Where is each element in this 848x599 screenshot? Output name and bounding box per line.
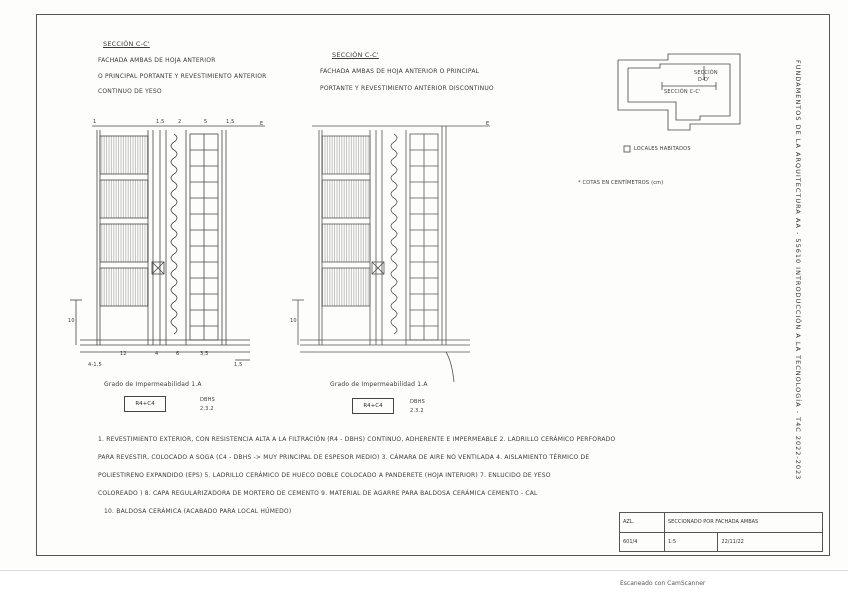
plan-label-dd: D-D' [698, 77, 710, 83]
right-ref2: 2.3.2 [410, 408, 424, 414]
left-wall-section [70, 126, 265, 360]
left-dim-side: 10 [68, 318, 75, 324]
left-dim-top-3: 2 [178, 119, 182, 125]
plan-label-cc: SECCIÓN C-C' [664, 89, 701, 95]
legend-line-5: 10. BALDOSA CERÁMICA (ACABADO PARA LOCAL HÚMEDO) [104, 508, 292, 515]
legend-line-2: PARA REVESTIR, COLOCADO A SOGA (C4 - DBHS -> MUY PRINCIPAL DE ESPESOR MEDIO) 3. CÁMARA DE AIRE NO VENTILADA 4. AISLAMIENTO TÉRMICO DE [98, 454, 590, 461]
note-dims: * COTAS EN CENTÍMETROS (cm) [578, 180, 664, 186]
left-caption: Grado de Impermeabilidad 1.A [104, 381, 202, 388]
left-formula-box [124, 396, 166, 412]
tb-code: AZL. [620, 513, 665, 533]
plan-legend: LOCALES HABITADOS [634, 146, 691, 152]
plan-label-section: SECCIÓN [694, 70, 718, 76]
right-section-line1: FACHADA AMBAS DE HOJA ANTERIOR O PRINCIPAL [320, 68, 480, 75]
left-section-title: SECCIÓN C-C' [103, 40, 150, 48]
left-ref2: 2.3.2 [200, 406, 214, 412]
vertical-title-strip [790, 60, 806, 520]
right-section-title: SECCIÓN C-C' [332, 51, 379, 59]
left-dim-top-2: 1,5 [156, 119, 165, 125]
right-formula-box [352, 398, 394, 414]
vertical-title: FUNDAMENTOS DE LA ARQUITECTURA AA - 55610 INTRODUCCIÓN A LA TECNOLOGÍA - T4C 2022-2023 [794, 60, 802, 481]
right-caption: Grado de Impermeabilidad 1.A [330, 381, 428, 388]
right-dim-side: 10 [290, 318, 297, 324]
tb-description: SECCIONADO POR FACHADA AMBAS [665, 513, 823, 533]
right-section-line2: PORTANTE Y REVESTIMIENTO ANTERIOR DISCONTINUO [320, 85, 494, 92]
left-dim-top-1: 1 [93, 119, 97, 125]
left-dim-bottom-1: 4-1,5 [88, 362, 102, 368]
title-block [619, 512, 823, 552]
tb-date: 22/11/22 [718, 532, 823, 552]
right-wall-section [292, 126, 490, 382]
left-section-line3: CONTINUO DE YESO [98, 88, 162, 95]
legend-line-1: 1. REVESTIMIENTO EXTERIOR, CON RESISTENCIA ALTA A LA FILTRACIÓN (R4 - DBHS) CONTINUO, ADHERENTE E IMPERMEABLE 2. LADRILLO CERÁMICO PERFORADO [98, 436, 616, 443]
scanner-watermark: Escaneado con CamScanner [620, 580, 706, 587]
scan-edge [0, 570, 848, 571]
left-dim-top-5: 1,5 [226, 119, 235, 125]
location-plan [618, 54, 740, 152]
left-dim-bottom-6: 1,5 [234, 362, 243, 368]
right-arrow-label: E [486, 121, 490, 127]
left-dim-bottom-3: 4 [155, 351, 159, 357]
left-arrow-label: E [260, 121, 264, 127]
legend-line-3: POLIESTIRENO EXPANDIDO (EPS) 5. LADRILLO CERÁMICO DE HUECO DOBLE COLOCADO A PANDERETE (HOJA INTERIOR) 7. ENLUCIDO DE YESO [98, 472, 551, 479]
left-dim-bottom-5: 3,5 [200, 351, 209, 357]
left-section-line1: FACHADA AMBAS DE HOJA ANTERIOR [98, 57, 216, 64]
left-formula: R4+C4 [135, 401, 155, 407]
legend-line-4: COLOREADO ) 8. CAPA REGULARIZADORA DE MORTERO DE CEMENTO 9. MATERIAL DE AGARRE PARA BALDOSA CERÁMICA CEMENTO - CAL [98, 490, 538, 497]
tb-scale: 1:5 [665, 532, 718, 552]
left-section-line2: O PRINCIPAL PORTANTE Y REVESTIMIENTO ANTERIOR [98, 73, 267, 80]
tb-sheet: 601/4 [620, 532, 665, 552]
left-dim-top-4: 5 [204, 119, 208, 125]
left-dim-bottom-2: 12 [120, 351, 127, 357]
right-formula: R4+C4 [363, 403, 383, 409]
left-ref1: DBHS [200, 397, 216, 403]
right-ref1: DBHS [410, 399, 426, 405]
left-dim-bottom-4: 6 [176, 351, 180, 357]
